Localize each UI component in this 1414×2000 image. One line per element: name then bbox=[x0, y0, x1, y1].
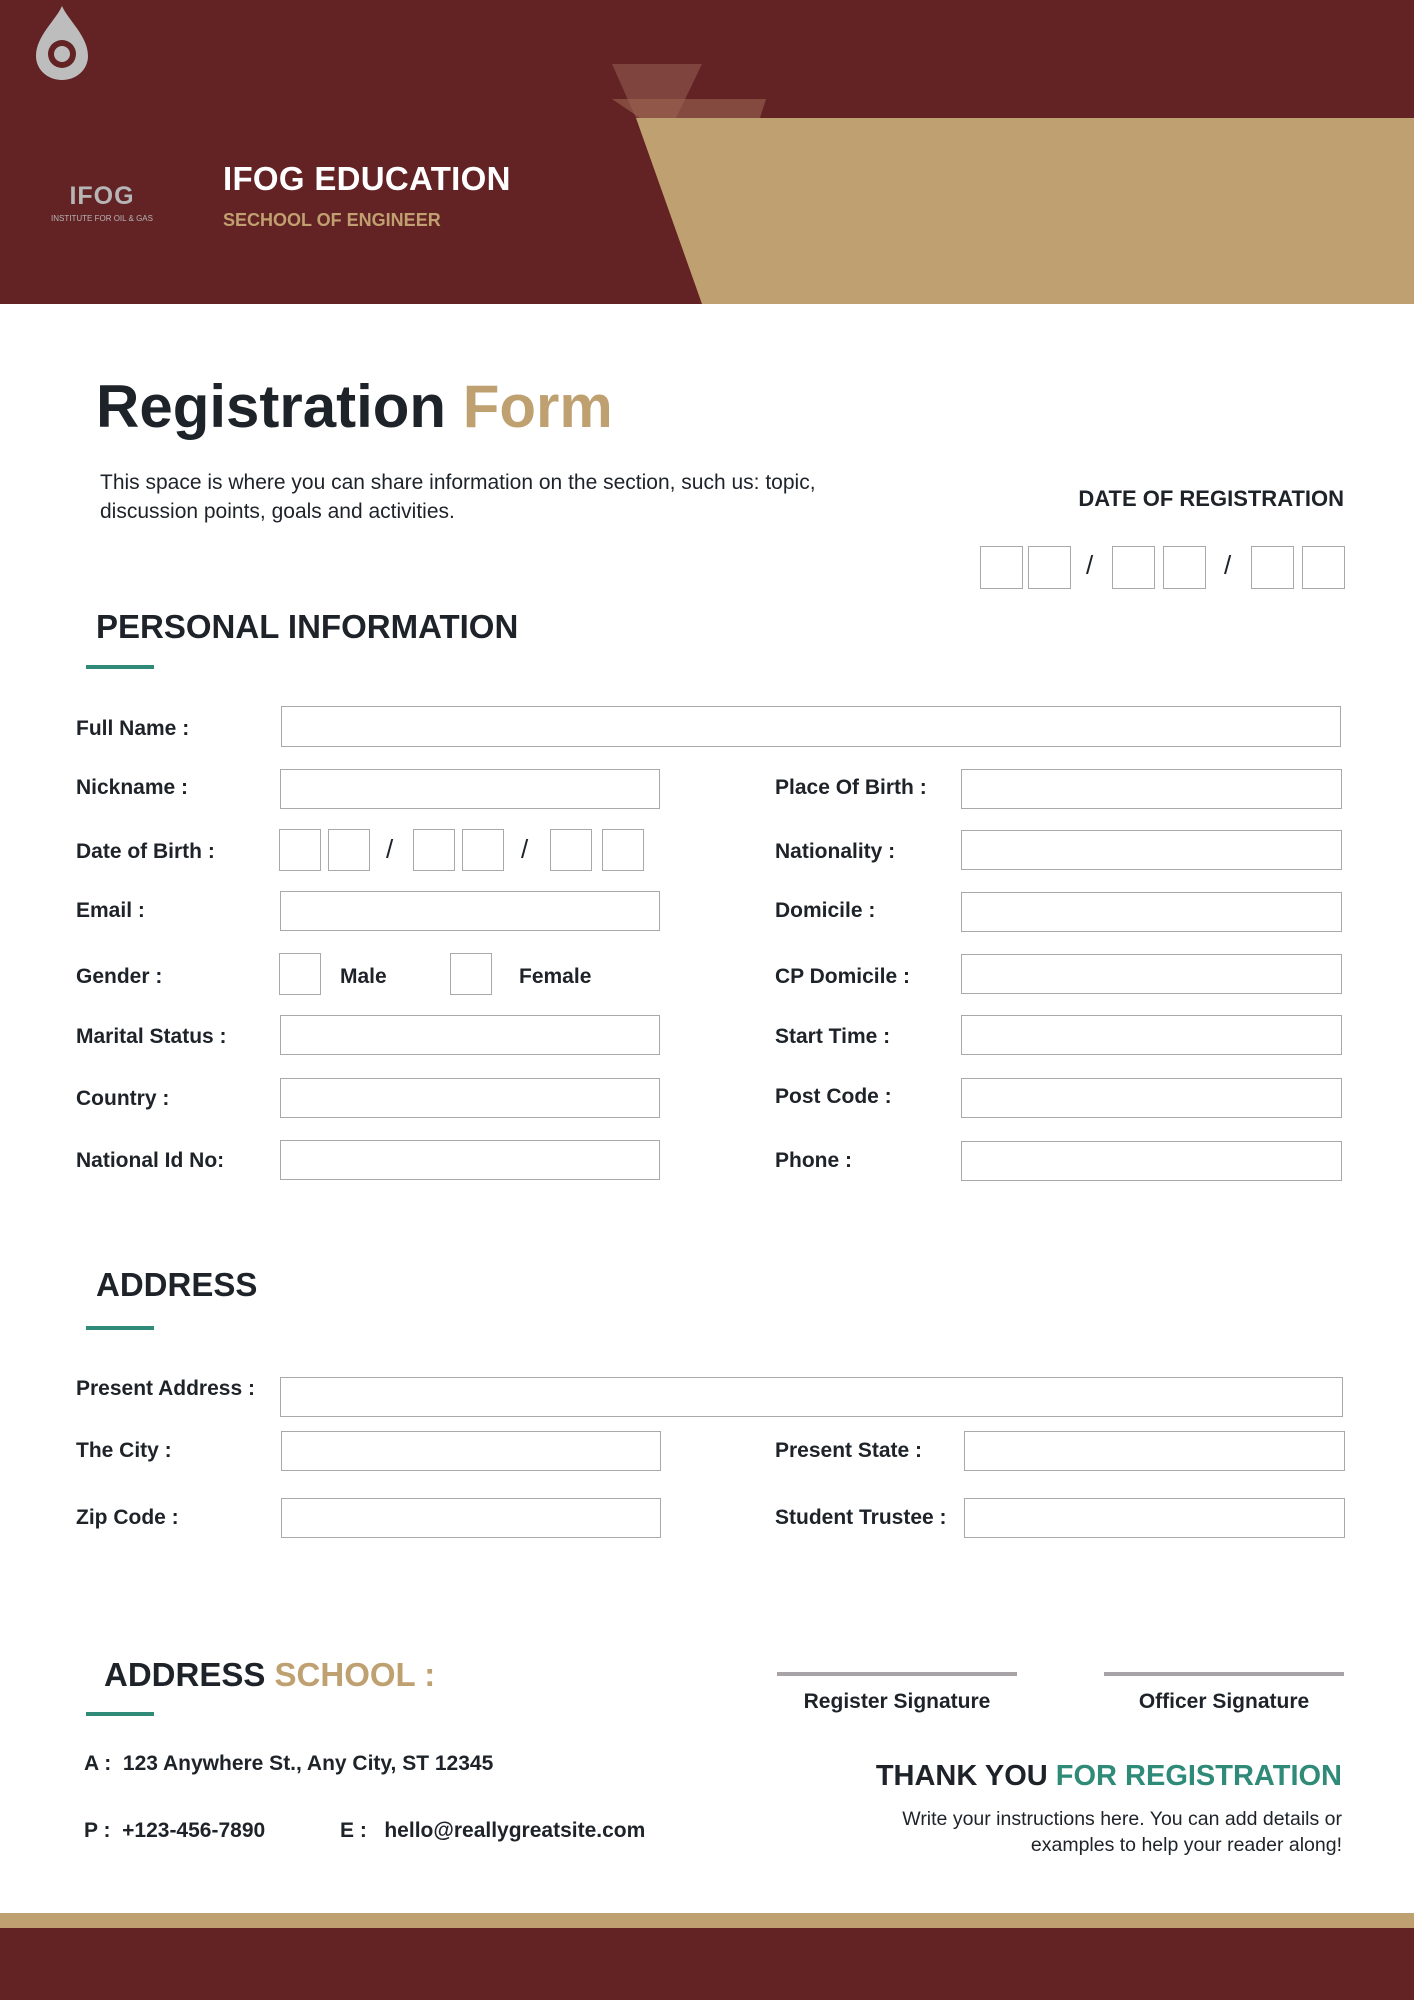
gender-label: Gender : bbox=[76, 965, 163, 988]
male-checkbox[interactable] bbox=[279, 953, 321, 995]
present-state-field[interactable] bbox=[964, 1431, 1345, 1471]
registration-date-label: DATE OF REGISTRATION bbox=[1078, 486, 1344, 511]
phone-prefix: P : bbox=[84, 1819, 111, 1842]
register-signature-line[interactable] bbox=[777, 1672, 1017, 1676]
nationality-label: Nationality : bbox=[775, 840, 896, 863]
date-separator: / bbox=[1086, 550, 1094, 580]
email-label: Email : bbox=[76, 899, 145, 922]
thank-you-note: Write your instructions here. You can add details or examples to help your reader along! bbox=[902, 1808, 1342, 1856]
officer-signature-line[interactable] bbox=[1104, 1672, 1344, 1676]
logo-wordmark: IFOG bbox=[69, 182, 135, 210]
start-time-field[interactable] bbox=[961, 1015, 1342, 1055]
domicile-field[interactable] bbox=[961, 892, 1342, 932]
male-label: Male bbox=[340, 965, 387, 988]
phone-label: Phone : bbox=[775, 1149, 852, 1172]
zip-code-field[interactable] bbox=[281, 1498, 661, 1538]
country-field[interactable] bbox=[280, 1078, 660, 1118]
reg-month-digit-2[interactable] bbox=[1163, 546, 1206, 589]
page-title-accent: Form bbox=[462, 373, 613, 440]
dob-month-digit-1[interactable] bbox=[413, 829, 455, 871]
ifog-logo-icon bbox=[0, 0, 124, 124]
student-trustee-field[interactable] bbox=[964, 1498, 1345, 1538]
present-address-field[interactable] bbox=[280, 1377, 1343, 1417]
post-code-field[interactable] bbox=[961, 1078, 1342, 1118]
reg-year-digit-1[interactable] bbox=[1251, 546, 1294, 589]
brand-title: IFOG EDUCATION bbox=[223, 160, 511, 197]
email-field[interactable] bbox=[280, 891, 660, 931]
school-phone-line bbox=[84, 1819, 265, 1843]
start-time-label: Start Time : bbox=[775, 1025, 891, 1048]
nationality-field[interactable] bbox=[961, 830, 1342, 870]
email-prefix: E : bbox=[340, 1819, 367, 1842]
dob-year-digit-2[interactable] bbox=[602, 829, 644, 871]
reg-month-digit-1[interactable] bbox=[1112, 546, 1155, 589]
thank-you-heading bbox=[876, 1760, 1342, 1793]
date-separator: / bbox=[521, 834, 529, 864]
cp-domicile-label: CP Domicile : bbox=[775, 965, 910, 988]
thank-you-accent: FOR REGISTRATION bbox=[1055, 1760, 1342, 1792]
reg-day-digit-2[interactable] bbox=[1028, 546, 1071, 589]
brand-subtitle: SECHOOL OF ENGINEER bbox=[223, 210, 441, 230]
intro-text: This space is where you can share information on the section, such us: topic, discussion points, goals and activities. bbox=[100, 471, 816, 523]
logo-tagline: INSTITUTE FOR OIL & GAS bbox=[51, 214, 153, 223]
reg-year-digit-2[interactable] bbox=[1302, 546, 1345, 589]
full-name-label: Full Name : bbox=[76, 717, 190, 740]
school-address-line bbox=[84, 1752, 493, 1776]
place-of-birth-label: Place Of Birth : bbox=[775, 776, 927, 799]
present-state-label: Present State : bbox=[775, 1439, 923, 1462]
school-heading-accent: SCHOOL : bbox=[274, 1656, 436, 1693]
thank-you-main: THANK YOU bbox=[875, 1760, 1048, 1792]
officer-signature-label: Officer Signature bbox=[1138, 1690, 1310, 1713]
school-email-line bbox=[340, 1819, 645, 1843]
full-name-field[interactable] bbox=[281, 706, 1341, 747]
page-title-main: Registration bbox=[96, 373, 447, 440]
national-id-field[interactable] bbox=[280, 1140, 660, 1180]
nickname-label: Nickname : bbox=[76, 776, 189, 799]
school-address-text: 123 Anywhere St., Any City, ST 12345 bbox=[122, 1752, 494, 1775]
female-label: Female bbox=[519, 965, 592, 988]
phone-field[interactable] bbox=[961, 1141, 1342, 1181]
address-heading: ADDRESS bbox=[96, 1266, 258, 1303]
school-phone-text: +123-456-7890 bbox=[122, 1819, 266, 1842]
present-address-label: Present Address : bbox=[76, 1377, 255, 1400]
city-label: The City : bbox=[76, 1439, 172, 1462]
place-of-birth-field[interactable] bbox=[961, 769, 1342, 809]
dob-year-digit-1[interactable] bbox=[550, 829, 592, 871]
footer-bar bbox=[0, 1928, 1414, 2000]
city-field[interactable] bbox=[281, 1431, 661, 1471]
date-separator: / bbox=[1224, 550, 1232, 580]
school-heading-main: ADDRESS bbox=[104, 1656, 266, 1693]
reg-day-digit-1[interactable] bbox=[980, 546, 1023, 589]
student-trustee-label: Student Trustee : bbox=[775, 1506, 947, 1529]
post-code-label: Post Code : bbox=[775, 1085, 892, 1108]
section-underline bbox=[86, 1326, 154, 1330]
marital-status-field[interactable] bbox=[280, 1015, 660, 1055]
nickname-field[interactable] bbox=[280, 769, 660, 809]
page-title bbox=[96, 372, 613, 441]
cp-domicile-field[interactable] bbox=[961, 954, 1342, 994]
country-label: Country : bbox=[76, 1087, 170, 1110]
national-id-label: National Id No: bbox=[76, 1149, 225, 1172]
section-underline bbox=[86, 665, 154, 669]
dob-month-digit-2[interactable] bbox=[462, 829, 504, 871]
section-underline bbox=[86, 1712, 154, 1716]
marital-status-label: Marital Status : bbox=[76, 1025, 227, 1048]
female-checkbox[interactable] bbox=[450, 953, 492, 995]
footer-stripe bbox=[0, 1913, 1414, 1928]
dob-day-digit-1[interactable] bbox=[279, 829, 321, 871]
domicile-label: Domicile : bbox=[775, 899, 876, 922]
header-background bbox=[0, 0, 1414, 304]
zip-code-label: Zip Code : bbox=[76, 1506, 179, 1529]
register-signature-label: Register Signature bbox=[803, 1690, 991, 1713]
school-address-heading bbox=[104, 1656, 435, 1694]
date-of-birth-label: Date of Birth : bbox=[76, 840, 215, 863]
school-email-text: hello@reallygreatsite.com bbox=[384, 1819, 646, 1842]
personal-info-heading: PERSONAL INFORMATION bbox=[96, 608, 519, 645]
address-prefix: A : bbox=[84, 1752, 112, 1775]
date-separator: / bbox=[386, 834, 394, 864]
header-banner bbox=[0, 0, 1414, 304]
dob-day-digit-2[interactable] bbox=[328, 829, 370, 871]
